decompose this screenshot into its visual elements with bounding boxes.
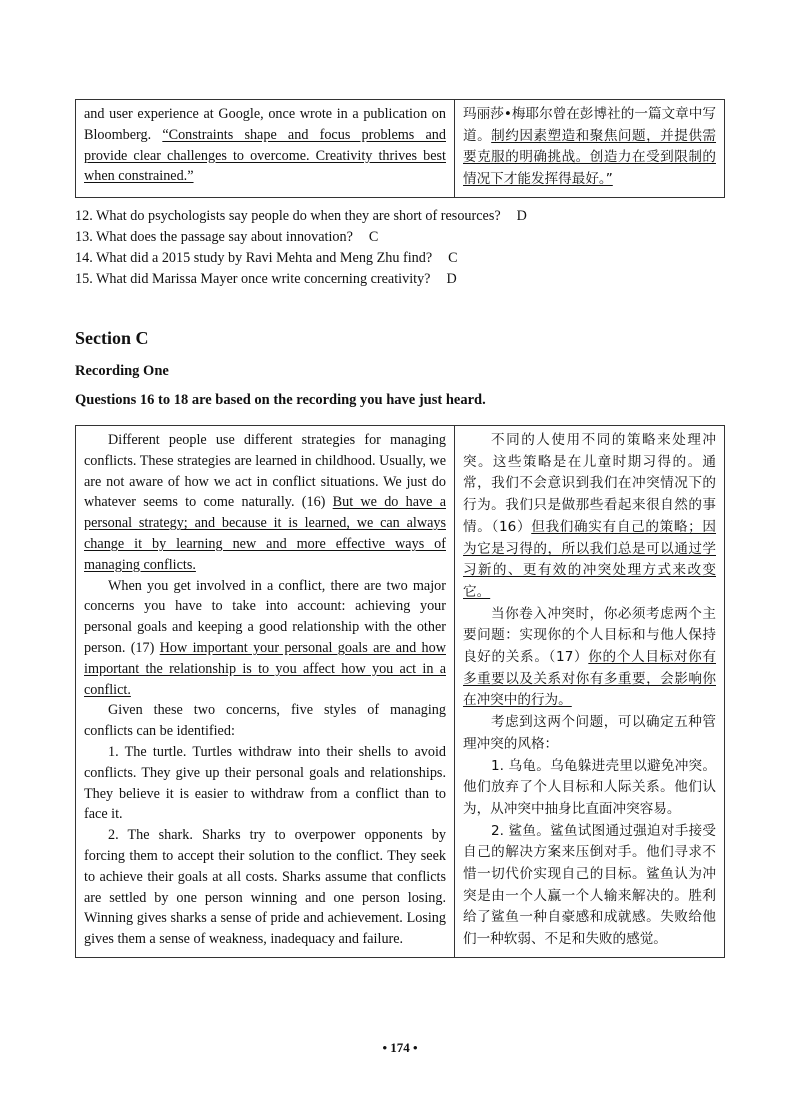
question-text: 14. What did a 2015 study by Ravi Mehta and Meng Zhu find? [75, 250, 433, 266]
answer-letter: C [368, 229, 379, 245]
english-passage [76, 426, 455, 958]
page-number: • 174 • [382, 1040, 418, 1055]
answer-letter: C [448, 250, 458, 266]
questions-intro: Questions 16 to 18 are based on the recording you have just heard. [75, 392, 486, 408]
paragraph-text: Different people use different strategies for managing conflicts. These strategies are learned in childhood. Usually, we are not aware of how we act in conflict situations. We just do whatever seems to come naturally. (16) [84, 432, 446, 511]
english-paragraph: Given these two concerns, five styles of managing conflicts can be identified: [84, 702, 446, 740]
english-paragraph [84, 576, 446, 701]
answer-letter: D [446, 271, 457, 287]
english-text: and user experience at Google, once wrote in a publication on Bloomberg. [84, 106, 446, 143]
underlined-translation-16: 但我们确实有自己的策略；因为它是习得的，所以我们总是可以通过学习新的、更有效的冲突处理方式来改变它。 [463, 518, 717, 600]
chinese-underlined-quote: 制约因素塑造和聚焦问题，并提供需要克服的明确挑战。创造力在受到限制的情况下才能发挥得最好。” [463, 127, 717, 188]
english-paragraph: 1. The turtle. Turtles withdraw into their shells to avoid conflicts. They give up their personal goals and relationships. They believe it is easier to withdraw from a conflict than to face it. [84, 743, 446, 823]
section-title: Section C [75, 328, 149, 348]
chinese-paragraph [463, 604, 716, 713]
underlined-answer-17: How important your personal goals are and how important the relationship is to you affect how you act in a conflict. [84, 639, 446, 698]
bilingual-table-top [75, 99, 725, 198]
chinese-passage [455, 426, 725, 958]
paragraph-text: 不同的人使用不同的策略来处理冲突。这些策略是在儿童时期习得的。通常，我们不会意识到我们在冲突情况下的行为。我们只是做那些看起来很自然的事情。（16） [463, 432, 716, 535]
bilingual-table-main [75, 425, 725, 958]
english-underlined-quote: “Constraints shape and focus problems and provide clear challenges to overcome. Creativity thrives best when constrained.” [84, 126, 446, 185]
chinese-paragraph: 1. 乌龟。乌龟躲进壳里以避免冲突。他们放弃了个人目标和人际关系。他们认为，从冲突中抽身比直面冲突容易。 [463, 757, 716, 817]
question-item [75, 206, 527, 226]
chinese-paragraph: 2. 鲨鱼。鲨鱼试图通过强迫对手接受自己的解决方案来压倒对手。他们寻求不惜一切代价实现自己的目标。鲨鱼认为冲突是由一个人赢一个人输来解决的。胜利给了鲨鱼一种自豪感和成就感。失败给他们一种软弱、不足和失败的感觉。 [463, 822, 716, 948]
recording-title: Recording One [75, 363, 169, 379]
answer-letter: D [516, 208, 527, 224]
english-paragraph: 2. The shark. Sharks try to overpower opponents by forcing them to accept their solution to the conflict. They seek to achieve their goals at all costs. Sharks assume that conflicts are settled by one person winning and one person losing. Winning gives sharks a sense of pride and achievement. Losing gives them a sense of weakness, inadequacy and failure. [84, 827, 446, 948]
paragraph-text: 当你卷入冲突时，你必须考虑两个主要问题：实现你的个人目标和与他人保持良好的关系。（17） [463, 605, 716, 666]
question-text: 15. What did Marissa Mayer once write concerning creativity? [75, 271, 431, 287]
question-item [75, 269, 457, 289]
chinese-text: 玛丽莎•梅耶尔曾在彭博社的一篇文章中写道。 [463, 106, 716, 144]
question-item [75, 248, 458, 268]
chinese-paragraph [463, 430, 716, 604]
chinese-passage-top [455, 100, 725, 198]
paragraph-text: When you get involved in a conflict, there are two major concerns you have to take into account: achieving your personal goals and keeping a good relationship with the other person. (17) [84, 577, 446, 656]
question-text: 12. What do psychologists say people do when they are short of resources? [75, 208, 501, 224]
question-item [75, 227, 378, 247]
chinese-paragraph: 考虑到这两个问题，可以确定五种管理冲突的风格： [463, 714, 716, 752]
underlined-answer-16: But we do have a personal strategy; and because it is learned, we can always change it by learning new and more effective ways of managing conflicts. [84, 494, 446, 573]
underlined-translation-17: 你的个人目标对你有多重要以及关系对你有多重要，会影响你在冲突中的行为。 [463, 649, 717, 709]
english-paragraph [84, 430, 446, 576]
question-text: 13. What does the passage say about innovation? [75, 229, 353, 245]
english-passage-top [76, 100, 455, 198]
